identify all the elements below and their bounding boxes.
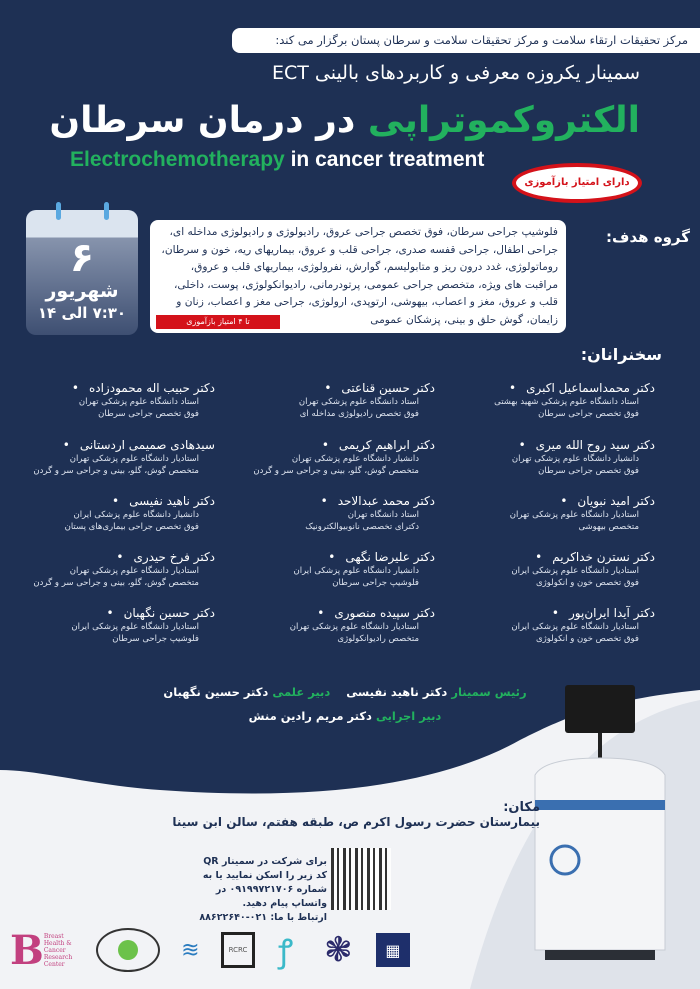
scientific-secretary-name: دکتر حسین نگهبان [163,685,269,699]
speaker-name: دکتر حسین نگهبان • [10,605,215,621]
speaker-item [10,437,215,477]
speaker-name: سیدهادی صمیمی اردستانی • [10,437,215,453]
speaker-name: دکتر حسین قناعتی • [230,380,435,396]
speaker-affiliation: دانشیار دانشگاه علوم پزشکی ایران [73,510,199,520]
speaker-name: دکتر امید نبویان • [450,493,655,509]
speaker-item [230,605,435,645]
speaker-affiliation: استاد دانشگاه علوم پزشکی تهران [298,397,419,407]
speaker-affiliation: دانشیار دانشگاه علوم پزشکی تهران [291,454,419,464]
scientific-secretary-label: دبیر علمی [272,685,331,699]
organizers-block [155,680,535,728]
speaker-affiliation: فلوشیپ جراحی سرطان [112,634,199,644]
speaker-name: دکتر حبیب اله محمودزاده • [10,380,215,396]
speaker-affiliation: فوق تخصص جراحی بیماری‌های پستان [64,522,199,532]
speaker-affiliation: دانشیار دانشگاه علوم پزشکی تهران [511,454,639,464]
speaker-item [450,380,655,420]
speaker-affiliation: استادیار دانشگاه علوم پزشکی تهران [289,622,419,632]
speaker-affiliation: دکترای تخصصی نانوبیوالکترونیک [305,522,419,532]
english-title [70,148,484,172]
breast-health-logo: B Breast Health & Cancer Research Center [10,926,73,974]
sponsor-logos [10,918,410,982]
speaker-item [230,549,435,589]
speaker-affiliation: متخصص گوش، گلو، بینی و جراحی سر و گردن [33,466,199,476]
speaker-item [10,549,215,589]
speaker-item [450,493,655,533]
speaker-item [10,380,215,420]
page-title [49,100,640,141]
speaker-affiliation: فوق تخصص جراحی سرطان [538,409,639,419]
rcrc-logo: RCRC [221,932,255,968]
speaker-affiliation: استادیار دانشگاه علوم پزشکی ایران [71,622,199,632]
speaker-affiliation: استاد دانشگاه علوم پزشکی شهید بهشتی [494,397,639,407]
speaker-affiliation: استادیار دانشگاه علوم پزشکی تهران [69,566,199,576]
speaker-affiliation: استادیار دانشگاه علوم پزشکی تهران [69,454,199,464]
ship-logo: ≋ [181,937,200,963]
speaker-affiliation: استاد دانشگاه تهران [347,510,419,520]
organizer-banner: مرکز تحقیقات ارتقاء سلامت و مرکز تحقیقات سلامت و سرطان پستان برگزار می کند: [232,28,700,53]
credit-tag: تا ۴ امتیاز بازآموزی [156,315,280,329]
speaker-affiliation: متخصص گوش، گلو، بینی و جراحی سر و گردن [253,466,419,476]
speaker-item [230,380,435,420]
speaker-affiliation: فوق تخصص رادیولوژی مداخله ای [299,409,419,419]
calendar-day: ۶ [69,235,95,281]
speaker-affiliation: فوق تخصص جراحی سرطان [98,409,199,419]
executive-secretary-name: دکتر مریم رادین منش [248,709,372,723]
speaker-affiliation: متخصص رادیوانکولوژی [337,634,419,644]
chair-name: دکتر ناهید نفیسی [346,685,448,699]
speaker-name: دکتر سپیده منصوری • [230,605,435,621]
qr-code[interactable] [331,848,391,910]
speaker-affiliation: فوق تخصص جراحی سرطان [538,466,639,476]
speaker-affiliation: دانشیار دانشگاه علوم پزشکی ایران [293,566,419,576]
calendar-ring-icon [56,202,61,220]
pink-cyan-logo: ꝭ [278,931,294,970]
speaker-name: دکتر ناهید نفیسی • [10,493,215,509]
speaker-name: دکتر فرخ حیدری • [10,549,215,565]
speaker-affiliation: فلوشیپ جراحی سرطان [332,578,419,588]
speaker-affiliation: متخصص بیهوشی [578,522,639,532]
university-logo: ▦ [376,933,410,967]
credit-badge: دارای امتیاز بازآموزی [512,163,642,203]
speaker-item [230,493,435,533]
executive-secretary-label: دبیر اجرایی [375,709,442,723]
location-value: بیمارستان حضرت رسول اکرم ص، طبقه هفتم، سالن ابن سینا [172,815,540,829]
speaker-item [10,605,215,645]
speaker-item [230,437,435,477]
calendar-time: ۷:۳۰ الی ۱۴ [37,304,127,322]
speaker-affiliation: متخصص گوش، گلو، بینی و جراحی سر و گردن [33,578,199,588]
target-label: گروه هدف: [606,228,690,246]
speaker-name: دکتر علیرضا نگهی • [230,549,435,565]
registration-text: برای شرکت در سمینار QR کد زیر را اسکن نمایید یا به شماره ۰۹۱۹۹۷۲۱۷۰۶ در واتساپ پیام دهید. [202,856,327,909]
location-label: مکان: [503,800,540,815]
speaker-item [10,493,215,533]
calendar-month: شهریور [45,280,119,302]
speaker-affiliation: فوق تخصص خون و انکولوژی [535,578,639,588]
speaker-name: دکتر محمد عبدالاحد • [230,493,435,509]
english-title-green: Electrochemotherapy [70,148,285,171]
speaker-affiliation: استادیار دانشگاه علوم پزشکی ایران [511,566,639,576]
speaker-item [450,437,655,477]
rosette-logo: ❃ [324,930,353,970]
speaker-name: دکتر ابراهیم کریمی • [230,437,435,453]
speaker-affiliation: استادیار دانشگاه علوم پزشکی تهران [509,510,639,520]
target-text: فلوشیپ جراحی سرطان، فوق تخصص جراحی عروق، رادیولوژی و رادیولوژی مداخله ای، جراحی اطفال، جراحی قفسه صدری، جراحی قلب و عروق، بیماریهای ریه، خون و سرطان، روماتولوژی، غدد درون ریز و متابولیسم، گوارش، نفرولوژی، بیماریهای قلب و عروق، مراقبت های ویژه، متخصص جراحی عمومی، پرتودرمانی، رادیوانکولوژی، پوست، داخلی، قلب و عروق، مغز و اعصاب، بیهوشی، ارتوپدی، ارولوژی، جراحی مغز و اعصاب، زنان و زایمان، گوش حلق و بینی، پزشکان عمومی [161,226,558,326]
speaker-affiliation: استاد دانشگاه علوم پزشکی تهران [78,397,199,407]
speaker-name: دکتر آیدا ایران‌پور • [450,605,655,621]
speaker-item [450,605,655,645]
seminar-subtitle: سمینار یکروزه معرفی و کاربردهای بالینی ECT [271,62,640,84]
speaker-name: دکتر محمداسماعیل اکبری • [450,380,655,396]
speaker-affiliation: فوق تخصص خون و انکولوژی [535,634,639,644]
chair-label: رئیس سمینار [451,685,527,699]
calendar-ring-icon [104,202,109,220]
date-calendar [26,210,138,335]
location-block [172,800,540,829]
contact-phone: ارتباط با ما: ۰۲۱-۸۸۶۲۲۶۴۰ [199,912,327,923]
title-green: الکتروکموتراپی [367,100,640,141]
english-title-white: in cancer treatment [284,148,485,171]
speaker-item [450,549,655,589]
speaker-affiliation: استادیار دانشگاه علوم پزشکی ایران [511,622,639,632]
speaker-name: دکتر نسترن خداکریم • [450,549,655,565]
speaker-name: دکتر سید روح الله میری • [450,437,655,453]
contact-block [190,855,327,925]
apple-seal-logo [96,928,160,972]
title-white: در درمان سرطان [49,100,356,141]
speakers-label: سخنرانان: [580,345,662,364]
